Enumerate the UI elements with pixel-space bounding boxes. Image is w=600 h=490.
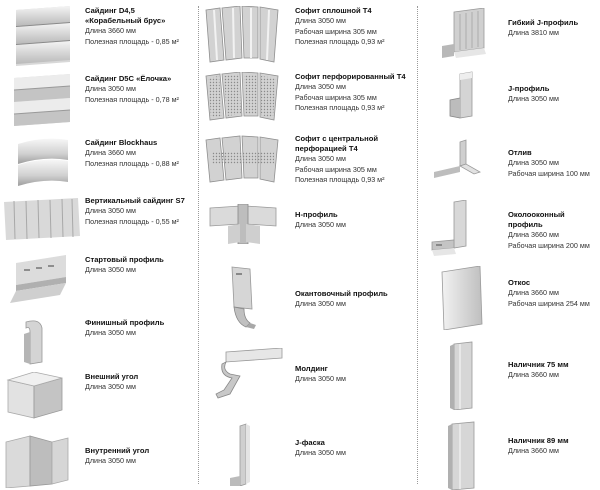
soffit-perforated-icon bbox=[200, 72, 288, 122]
product-spec: Длина 3660 мм bbox=[508, 370, 559, 379]
product-spec: Длина 3050 мм bbox=[295, 374, 346, 383]
flexible-j-profile-icon bbox=[420, 8, 504, 58]
product-spec: Полезная площадь 0,93 м² bbox=[295, 175, 385, 184]
product-title: Стартовый профиль bbox=[85, 255, 164, 264]
product-spec: Длина 3050 мм bbox=[295, 154, 346, 163]
product-title: Гибкий J-профиль bbox=[508, 18, 579, 27]
h-profile-icon bbox=[200, 204, 288, 244]
siding-d5c-icon bbox=[0, 74, 80, 126]
soffit-center-perforated-icon bbox=[200, 134, 288, 184]
product-spec: Длина 3050 мм bbox=[85, 84, 136, 93]
product-spec: Длина 3660 мм bbox=[85, 26, 136, 35]
product-spec: Длина 3660 мм bbox=[508, 446, 559, 455]
product-title: Сайдинг D5C «Ёлочка» bbox=[85, 74, 172, 83]
product-title: Околооконный профиль bbox=[508, 210, 565, 229]
product-spec: Длина 3050 мм bbox=[85, 382, 136, 391]
product-spec: Рабочая ширина 200 мм bbox=[508, 240, 590, 250]
soffit-solid-icon bbox=[200, 6, 288, 64]
window-profile-icon bbox=[420, 200, 504, 256]
column-divider-left bbox=[198, 6, 199, 484]
product-title: Внешний угол bbox=[85, 372, 139, 381]
product-title: Вертикальный сайдинг S7 bbox=[85, 196, 185, 205]
product-spec: Длина 3660 мм bbox=[508, 230, 559, 239]
product-title: Окантовочный профиль bbox=[295, 289, 388, 298]
vertical-siding-icon bbox=[0, 196, 84, 240]
product-spec: Длина 3050 мм bbox=[85, 265, 136, 274]
product-title: Софит с центральной перфорацией Т4 bbox=[295, 134, 379, 153]
finish-profile-icon bbox=[0, 318, 80, 366]
edging-profile-icon bbox=[200, 265, 288, 331]
product-spec: Рабочая ширина 305 мм bbox=[295, 26, 377, 36]
product-title: Сайдинг Blockhaus bbox=[85, 138, 158, 147]
product-spec: Длина 3050 мм bbox=[295, 16, 346, 25]
product-title: Софит сплошной Т4 bbox=[295, 6, 372, 15]
product-title: Откос bbox=[508, 278, 531, 287]
product-title: Наличник 89 мм bbox=[508, 436, 569, 445]
product-spec: Длина 3050 мм bbox=[85, 456, 136, 465]
outer-corner-icon bbox=[0, 372, 80, 420]
product-spec: Полезная площадь - 0,88 м² bbox=[85, 158, 179, 168]
product-title: Молдинг bbox=[295, 364, 328, 373]
casing-89-icon bbox=[420, 420, 504, 490]
column-soffit bbox=[200, 0, 415, 490]
product-title: Н-профиль bbox=[295, 210, 338, 219]
product-title: Отлив bbox=[508, 148, 532, 157]
product-spec: Длина 3050 мм bbox=[85, 328, 136, 337]
product-spec: Полезная площадь 0,93 м² bbox=[295, 103, 385, 112]
product-spec: Рабочая ширина 305 мм bbox=[295, 164, 377, 174]
product-title: Софит перфорированный Т4 bbox=[295, 72, 406, 81]
column-divider-right bbox=[417, 6, 418, 484]
product-spec: Длина 3660 мм bbox=[85, 148, 136, 157]
product-title: Наличник 75 мм bbox=[508, 360, 569, 369]
product-spec: Длина 3050 мм bbox=[295, 448, 346, 457]
starter-profile-icon bbox=[0, 255, 80, 307]
product-spec: Рабочая ширина 305 мм bbox=[295, 92, 377, 102]
product-spec: Полезная площадь - 0,55 м² bbox=[85, 216, 179, 226]
column-siding bbox=[0, 0, 196, 490]
product-spec: Рабочая ширина 254 мм bbox=[508, 298, 590, 308]
casing-75-icon bbox=[420, 340, 504, 410]
product-spec: Рабочая ширина 100 мм bbox=[508, 168, 590, 178]
drip-edge-icon bbox=[420, 138, 504, 182]
siding-d45-icon bbox=[0, 6, 80, 66]
product-spec: Длина 3050 мм bbox=[295, 299, 346, 308]
product-title: Финишный профиль bbox=[85, 318, 165, 327]
product-spec: Длина 3050 мм bbox=[295, 220, 346, 229]
siding-blockhaus-icon bbox=[0, 138, 80, 188]
product-title: Сайдинг D4,5 «Корабельный брус» bbox=[85, 6, 166, 25]
product-title: J-профиль bbox=[508, 84, 550, 93]
column-profiles bbox=[420, 0, 600, 490]
j-chamfer-icon bbox=[200, 420, 288, 486]
inner-corner-icon bbox=[0, 432, 80, 488]
product-title: J-фаска bbox=[295, 438, 325, 447]
product-spec: Длина 3050 мм bbox=[295, 82, 346, 91]
product-spec: Длина 3810 мм bbox=[508, 28, 559, 37]
slope-icon bbox=[420, 266, 504, 330]
product-spec: Полезная площадь - 0,78 м² bbox=[85, 94, 179, 104]
product-title: Внутренний угол bbox=[85, 446, 150, 455]
j-profile-icon bbox=[420, 68, 504, 122]
product-spec: Полезная площадь 0,93 м² bbox=[295, 37, 385, 46]
product-spec: Длина 3660 мм bbox=[508, 288, 559, 297]
product-spec: Длина 3050 мм bbox=[508, 94, 559, 103]
molding-icon bbox=[200, 348, 288, 400]
product-spec: Полезная площадь - 0,85 м² bbox=[85, 36, 179, 46]
product-spec: Длина 3050 мм bbox=[85, 206, 136, 215]
product-spec: Длина 3050 мм bbox=[508, 158, 559, 167]
